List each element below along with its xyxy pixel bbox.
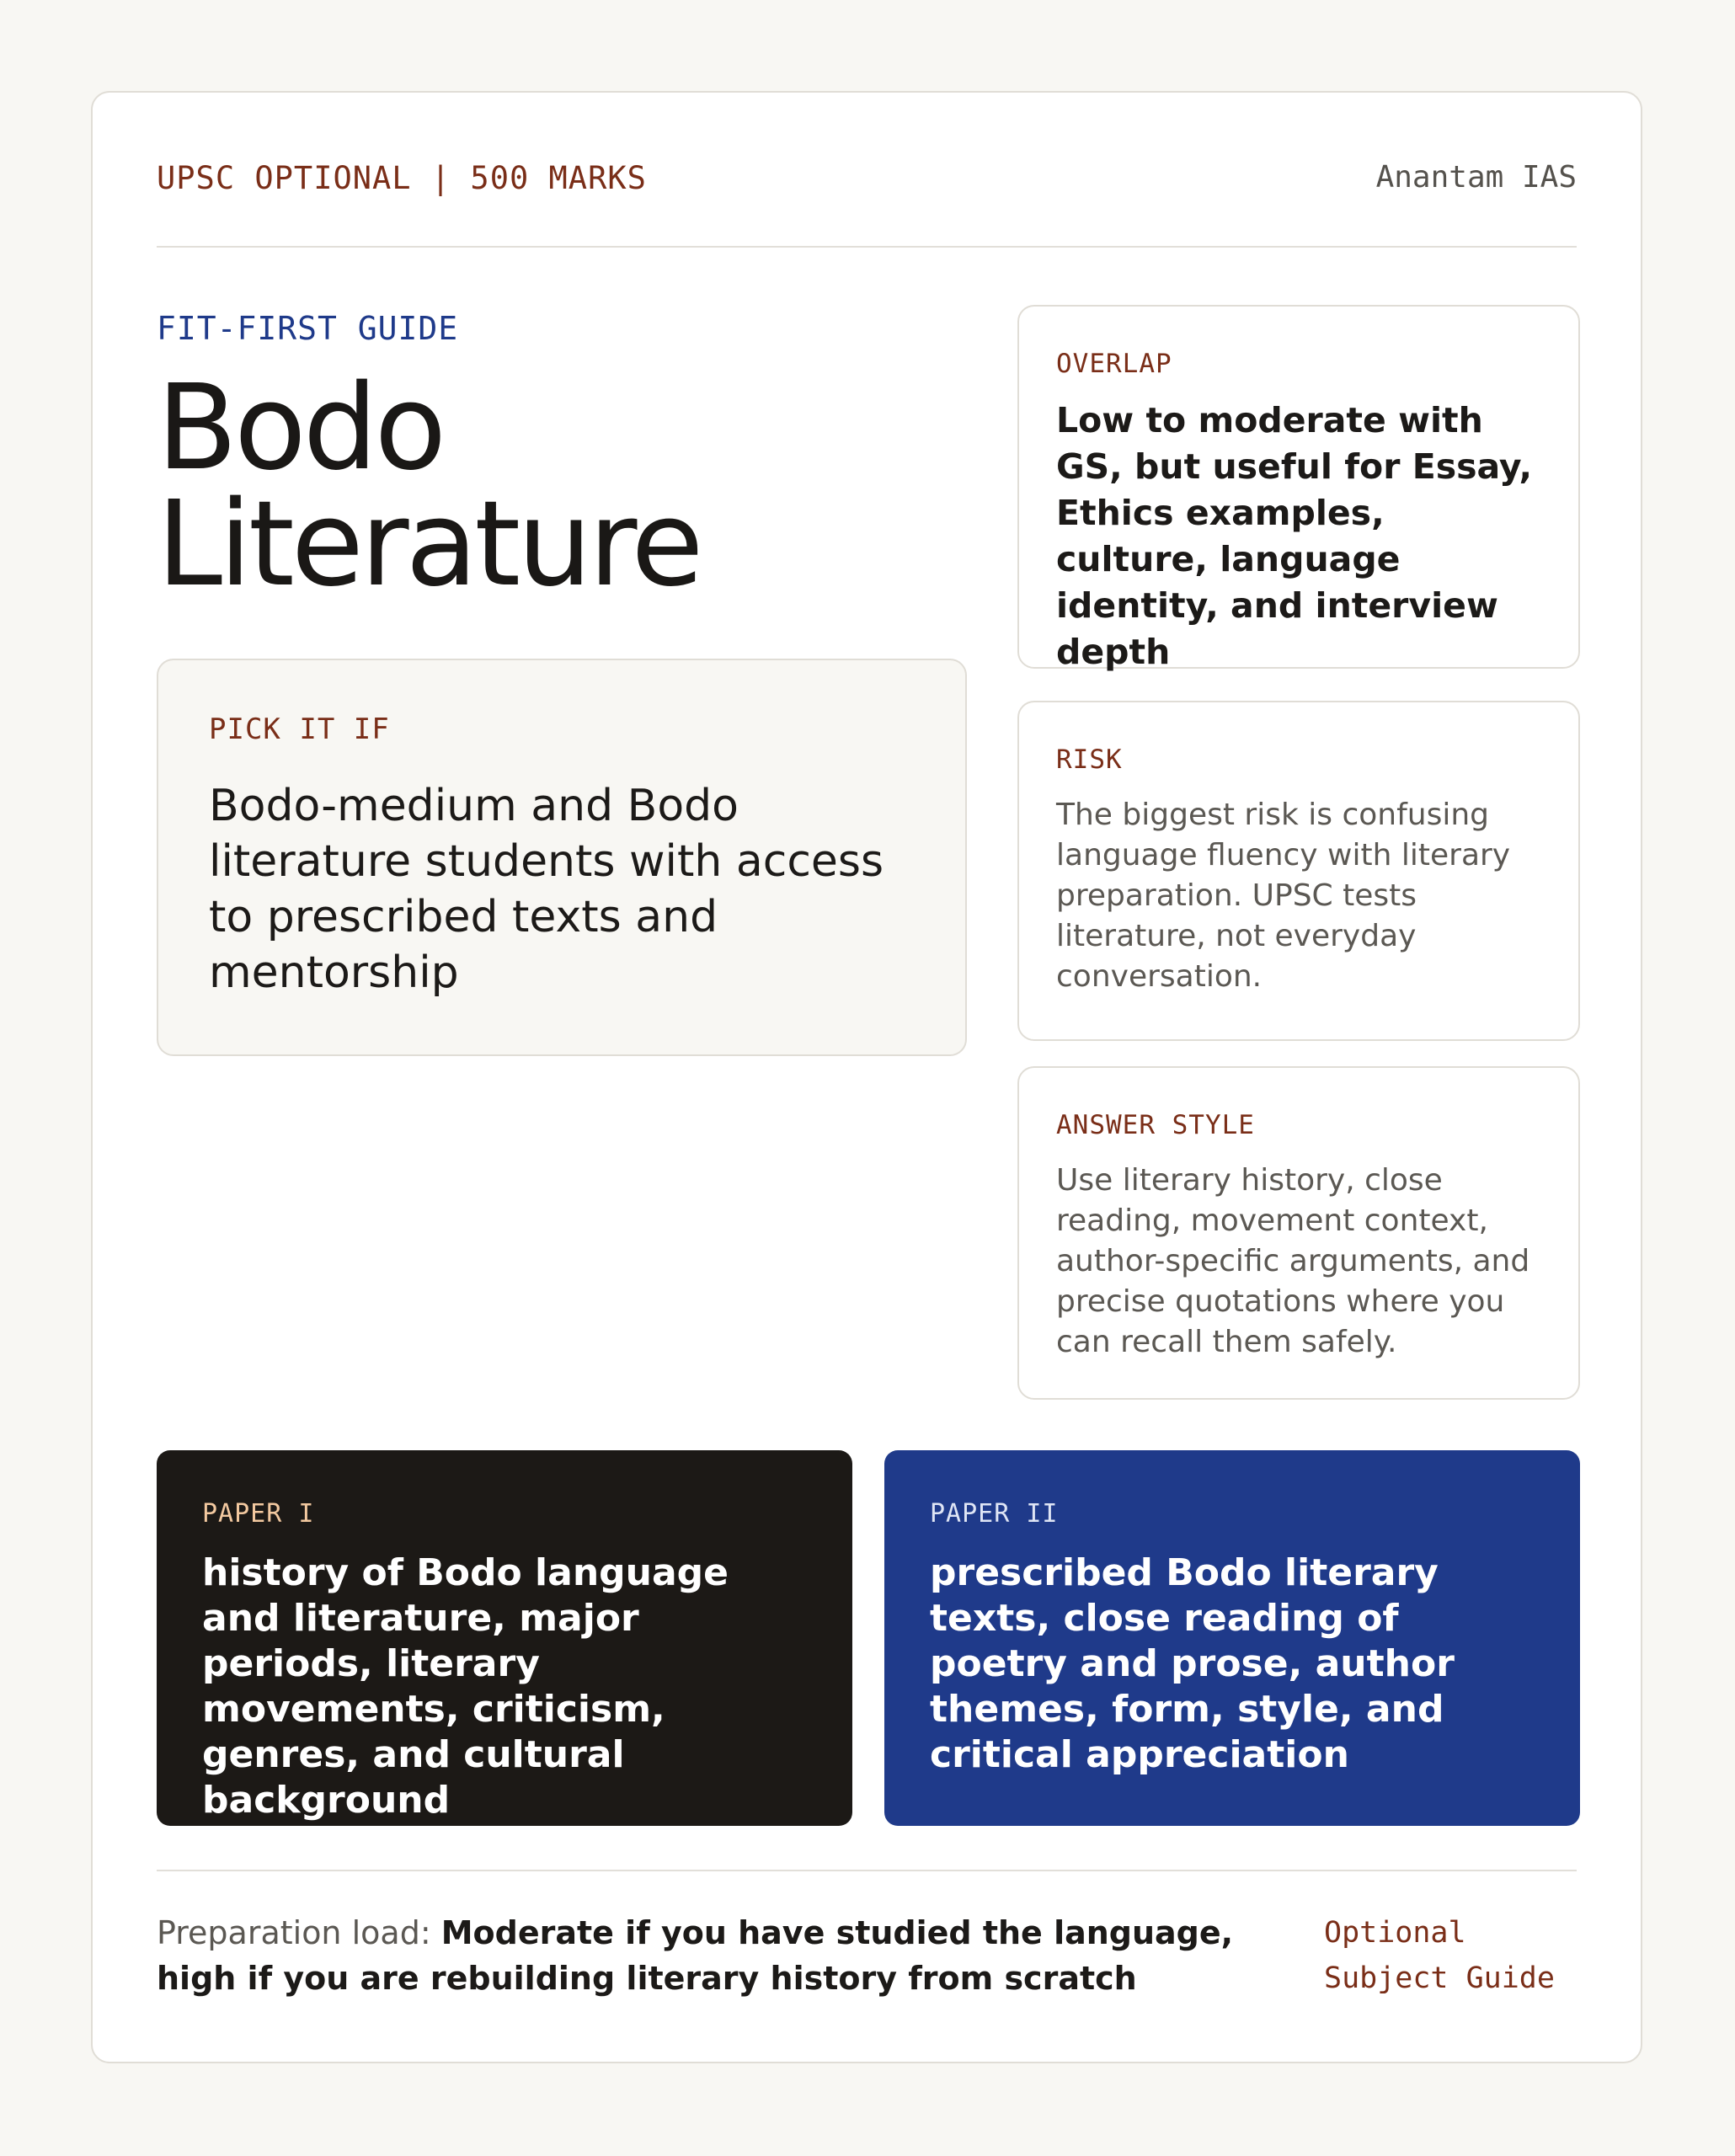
brand-name: Anantam IAS [1375, 160, 1577, 195]
page-title: Bodo Literature [157, 360, 701, 613]
risk-text: The biggest risk is confusing language fluency with literary preparation. UPSC tests literature, not everyday conversation. [1056, 798, 1511, 994]
overlap-label: OVERLAP [1056, 349, 1172, 379]
paper-one-text: history of Bodo language and literature, major periods, literary movements, criticism, genres, and cultural background [202, 1551, 729, 1822]
overlap-box [1017, 305, 1580, 672]
overlap-text: Low to moderate with GS, but useful for Essay, Ethics examples, culture, language identity, and interview depth [1056, 400, 1533, 672]
guide-kicker: FIT-FIRST GUIDE [157, 310, 459, 347]
risk-box [1017, 701, 1580, 1041]
paper-two-label: PAPER II [930, 1499, 1059, 1529]
preparation-load-value: Moderate if you have studied the language, high if you are rebuilding literary history from scratch [157, 1914, 1234, 1997]
pick-it-if-text: Bodo-medium and Bodo literature students with access to prescribed texts and mentorship [209, 781, 884, 998]
answer-style-box [1017, 1066, 1580, 1400]
preparation-load-label: Preparation load: [157, 1914, 431, 1951]
footer-tag: Optional Subject Guide [1324, 1916, 1555, 1995]
paper-one-label: PAPER I [202, 1499, 315, 1529]
guide-card [91, 91, 1642, 2063]
paper-one-card [157, 1450, 852, 1826]
header-divider [157, 246, 1577, 248]
footer-divider [157, 1870, 1577, 1871]
pick-it-if-label: PICK IT IF [209, 712, 390, 746]
paper-two-card [884, 1450, 1580, 1826]
answer-style-label: ANSWER STYLE [1056, 1110, 1255, 1140]
risk-label: RISK [1056, 744, 1123, 775]
exam-label: UPSC OPTIONAL | 500 MARKS [157, 160, 647, 196]
answer-style-text: Use literary history, close reading, movement context, author-specific arguments, and precise quotations where you can recall them safely. [1056, 1163, 1530, 1359]
preparation-load [157, 1910, 1302, 2001]
paper-two-text: prescribed Bodo literary texts, close reading of poetry and prose, author themes, form, style, and critical appreciation [930, 1551, 1455, 1776]
pick-it-if-box [157, 659, 967, 1056]
